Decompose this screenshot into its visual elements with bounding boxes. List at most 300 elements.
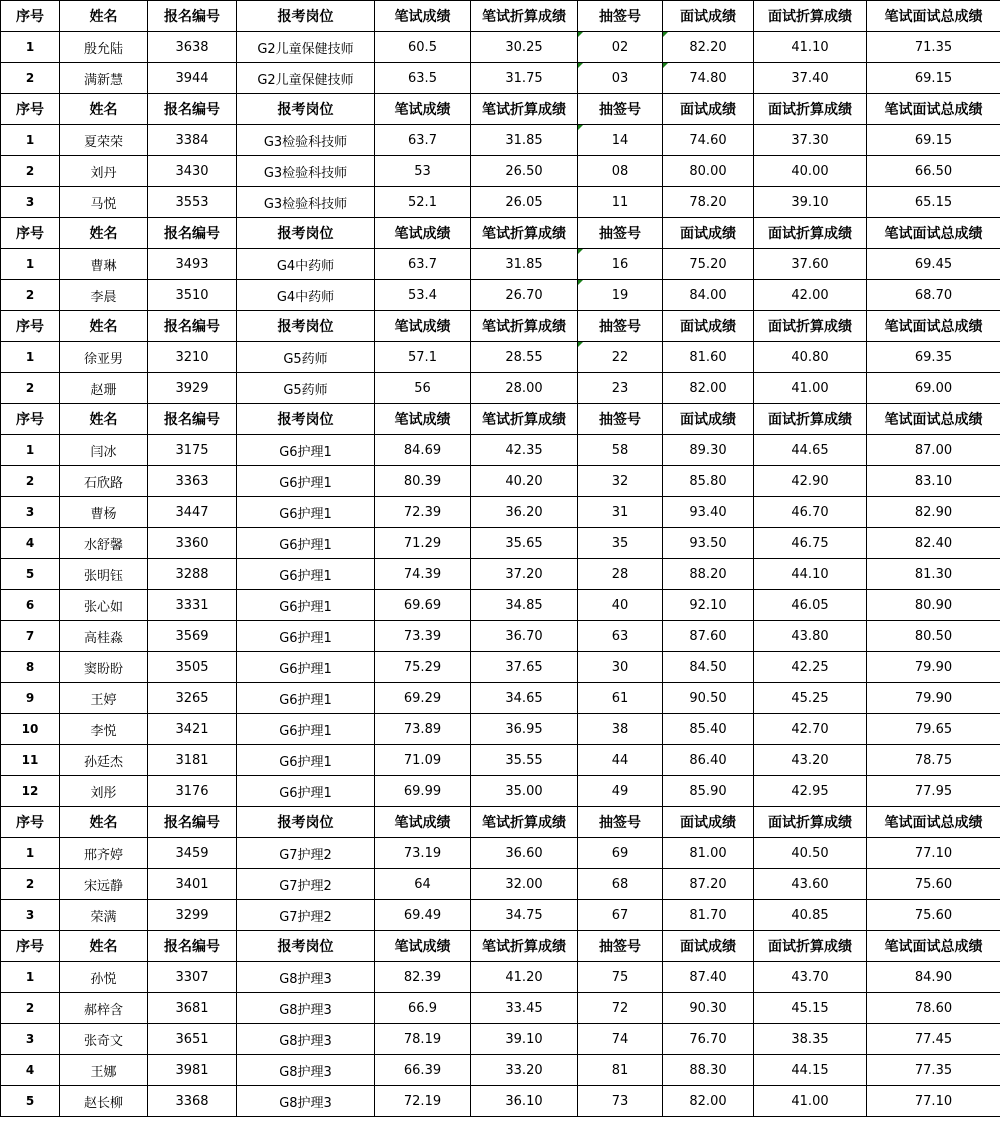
- cell-seq: 2: [1, 156, 60, 187]
- cell-interview-score: 88.20: [663, 559, 754, 590]
- cell-written-score: 73.89: [375, 714, 471, 745]
- cell-position: G6护理1: [237, 497, 375, 528]
- header-interview-converted: 面试折算成绩: [754, 404, 867, 435]
- cell-written-score: 56: [375, 373, 471, 404]
- header-position: 报考岗位: [237, 1, 375, 32]
- cell-interview-converted: 46.05: [754, 590, 867, 621]
- table-row: [1, 838, 1000, 869]
- cell-seq: 1: [1, 435, 60, 466]
- header-row: [1, 1, 1000, 32]
- cell-interview-score: 90.50: [663, 683, 754, 714]
- cell-interview-converted: 41.10: [754, 32, 867, 63]
- table-row: [1, 249, 1000, 280]
- cell-lot-no: 72: [578, 993, 663, 1024]
- cell-written-converted: 26.05: [471, 187, 578, 218]
- header-row: [1, 311, 1000, 342]
- cell-name: 邢齐婷: [60, 838, 148, 869]
- cell-written-score: 72.39: [375, 497, 471, 528]
- cell-position: G6护理1: [237, 683, 375, 714]
- cell-written-score: 69.29: [375, 683, 471, 714]
- header-interview-converted: 面试折算成绩: [754, 1, 867, 32]
- table-row: [1, 187, 1000, 218]
- cell-name: 张明钰: [60, 559, 148, 590]
- cell-position: G6护理1: [237, 714, 375, 745]
- header-seq: 序号: [1, 931, 60, 962]
- cell-name: 高桂淼: [60, 621, 148, 652]
- header-interview-score: 面试成绩: [663, 1, 754, 32]
- cell-seq: 5: [1, 1086, 60, 1117]
- cell-name: 窦盼盼: [60, 652, 148, 683]
- header-row: [1, 218, 1000, 249]
- cell-reg-no: 3447: [148, 497, 237, 528]
- header-interview-score: 面试成绩: [663, 94, 754, 125]
- cell-interview-converted: 42.25: [754, 652, 867, 683]
- cell-reg-no: 3288: [148, 559, 237, 590]
- cell-reg-no: 3368: [148, 1086, 237, 1117]
- cell-interview-score: 85.80: [663, 466, 754, 497]
- cell-interview-score: 86.40: [663, 745, 754, 776]
- cell-name: 孙廷杰: [60, 745, 148, 776]
- cell-written-converted: 31.85: [471, 125, 578, 156]
- cell-written-score: 69.69: [375, 590, 471, 621]
- cell-reg-no: 3299: [148, 900, 237, 931]
- cell-interview-converted: 44.65: [754, 435, 867, 466]
- header-lot-no: 抽签号: [578, 94, 663, 125]
- cell-position: G5药师: [237, 342, 375, 373]
- cell-position: G2儿童保健技师: [237, 32, 375, 63]
- cell-reg-no: 3363: [148, 466, 237, 497]
- cell-total-score: 68.70: [867, 280, 1000, 311]
- table-row: [1, 621, 1000, 652]
- cell-interview-score: 88.30: [663, 1055, 754, 1086]
- cell-interview-score: 85.40: [663, 714, 754, 745]
- cell-interview-converted: 43.70: [754, 962, 867, 993]
- header-seq: 序号: [1, 404, 60, 435]
- header-seq: 序号: [1, 311, 60, 342]
- cell-name: 李悦: [60, 714, 148, 745]
- cell-seq: 7: [1, 621, 60, 652]
- cell-reg-no: 3307: [148, 962, 237, 993]
- header-written-converted: 笔试折算成绩: [471, 218, 578, 249]
- cell-position: G3检验科技师: [237, 187, 375, 218]
- cell-name: 宋远静: [60, 869, 148, 900]
- cell-written-score: 63.7: [375, 249, 471, 280]
- header-row: [1, 404, 1000, 435]
- header-written-score: 笔试成绩: [375, 807, 471, 838]
- cell-interview-score: 82.00: [663, 373, 754, 404]
- table-row: [1, 497, 1000, 528]
- cell-total-score: 79.90: [867, 652, 1000, 683]
- cell-reg-no: 3421: [148, 714, 237, 745]
- cell-lot-no: 40: [578, 590, 663, 621]
- cell-total-score: 69.00: [867, 373, 1000, 404]
- cell-interview-converted: 43.80: [754, 621, 867, 652]
- header-interview-score: 面试成绩: [663, 218, 754, 249]
- cell-total-score: 82.90: [867, 497, 1000, 528]
- header-row: [1, 94, 1000, 125]
- cell-written-converted: 34.65: [471, 683, 578, 714]
- cell-name: 赵长柳: [60, 1086, 148, 1117]
- header-written-converted: 笔试折算成绩: [471, 311, 578, 342]
- cell-seq: 3: [1, 900, 60, 931]
- cell-reg-no: 3210: [148, 342, 237, 373]
- cell-reg-no: 3176: [148, 776, 237, 807]
- cell-seq: 4: [1, 528, 60, 559]
- cell-written-converted: 33.45: [471, 993, 578, 1024]
- cell-written-converted: 31.75: [471, 63, 578, 94]
- header-total-score: 笔试面试总成绩: [867, 218, 1000, 249]
- header-written-score: 笔试成绩: [375, 931, 471, 962]
- cell-position: G2儿童保健技师: [237, 63, 375, 94]
- header-name: 姓名: [60, 218, 148, 249]
- header-name: 姓名: [60, 807, 148, 838]
- cell-interview-converted: 44.15: [754, 1055, 867, 1086]
- cell-interview-converted: 42.70: [754, 714, 867, 745]
- cell-position: G8护理3: [237, 962, 375, 993]
- cell-position: G4中药师: [237, 249, 375, 280]
- cell-written-score: 52.1: [375, 187, 471, 218]
- cell-name: 徐亚男: [60, 342, 148, 373]
- header-interview-converted: 面试折算成绩: [754, 807, 867, 838]
- cell-total-score: 69.35: [867, 342, 1000, 373]
- cell-written-score: 69.99: [375, 776, 471, 807]
- cell-name: 夏荣荣: [60, 125, 148, 156]
- cell-lot-no: 68: [578, 869, 663, 900]
- cell-reg-no: 3510: [148, 280, 237, 311]
- cell-interview-converted: 42.00: [754, 280, 867, 311]
- cell-total-score: 79.90: [867, 683, 1000, 714]
- cell-written-converted: 28.00: [471, 373, 578, 404]
- cell-total-score: 69.45: [867, 249, 1000, 280]
- header-interview-score: 面试成绩: [663, 807, 754, 838]
- cell-reg-no: 3384: [148, 125, 237, 156]
- table-row: [1, 745, 1000, 776]
- cell-seq: 1: [1, 962, 60, 993]
- cell-written-score: 63.7: [375, 125, 471, 156]
- cell-written-converted: 41.20: [471, 962, 578, 993]
- cell-interview-converted: 45.25: [754, 683, 867, 714]
- cell-lot-no: 23: [578, 373, 663, 404]
- cell-reg-no: 3944: [148, 63, 237, 94]
- cell-lot-no: 16: [578, 249, 663, 280]
- cell-written-converted: 36.20: [471, 497, 578, 528]
- header-interview-converted: 面试折算成绩: [754, 931, 867, 962]
- cell-interview-converted: 43.60: [754, 869, 867, 900]
- table-row: [1, 373, 1000, 404]
- cell-position: G3检验科技师: [237, 125, 375, 156]
- cell-written-converted: 32.00: [471, 869, 578, 900]
- header-total-score: 笔试面试总成绩: [867, 1, 1000, 32]
- table-row: [1, 652, 1000, 683]
- cell-seq: 9: [1, 683, 60, 714]
- header-written-score: 笔试成绩: [375, 311, 471, 342]
- cell-total-score: 77.10: [867, 838, 1000, 869]
- cell-total-score: 78.75: [867, 745, 1000, 776]
- cell-total-score: 78.60: [867, 993, 1000, 1024]
- cell-lot-no: 75: [578, 962, 663, 993]
- table-row: [1, 869, 1000, 900]
- cell-reg-no: 3459: [148, 838, 237, 869]
- cell-seq: 1: [1, 342, 60, 373]
- cell-total-score: 87.00: [867, 435, 1000, 466]
- cell-position: G7护理2: [237, 869, 375, 900]
- cell-name: 石欣路: [60, 466, 148, 497]
- cell-written-converted: 33.20: [471, 1055, 578, 1086]
- cell-written-score: 73.19: [375, 838, 471, 869]
- cell-written-score: 66.9: [375, 993, 471, 1024]
- cell-name: 赵珊: [60, 373, 148, 404]
- cell-interview-converted: 40.50: [754, 838, 867, 869]
- cell-seq: 1: [1, 838, 60, 869]
- header-interview-score: 面试成绩: [663, 931, 754, 962]
- cell-reg-no: 3553: [148, 187, 237, 218]
- cell-position: G6护理1: [237, 652, 375, 683]
- table-row: [1, 776, 1000, 807]
- table-row: [1, 1086, 1000, 1117]
- cell-position: G6护理1: [237, 559, 375, 590]
- header-written-converted: 笔试折算成绩: [471, 807, 578, 838]
- header-position: 报考岗位: [237, 404, 375, 435]
- cell-name: 王娜: [60, 1055, 148, 1086]
- cell-interview-score: 89.30: [663, 435, 754, 466]
- cell-seq: 5: [1, 559, 60, 590]
- header-position: 报考岗位: [237, 311, 375, 342]
- cell-written-score: 66.39: [375, 1055, 471, 1086]
- cell-written-score: 53.4: [375, 280, 471, 311]
- cell-interview-converted: 46.70: [754, 497, 867, 528]
- table-row: [1, 63, 1000, 94]
- cell-written-score: 69.49: [375, 900, 471, 931]
- table-row: [1, 590, 1000, 621]
- cell-lot-no: 31: [578, 497, 663, 528]
- cell-interview-score: 82.00: [663, 1086, 754, 1117]
- cell-reg-no: 3569: [148, 621, 237, 652]
- cell-written-converted: 36.70: [471, 621, 578, 652]
- cell-lot-no: 22: [578, 342, 663, 373]
- cell-written-converted: 40.20: [471, 466, 578, 497]
- header-total-score: 笔试面试总成绩: [867, 807, 1000, 838]
- cell-written-converted: 26.50: [471, 156, 578, 187]
- cell-total-score: 84.90: [867, 962, 1000, 993]
- header-seq: 序号: [1, 1, 60, 32]
- header-written-converted: 笔试折算成绩: [471, 1, 578, 32]
- cell-reg-no: 3360: [148, 528, 237, 559]
- header-name: 姓名: [60, 1, 148, 32]
- cell-interview-score: 76.70: [663, 1024, 754, 1055]
- cell-written-converted: 39.10: [471, 1024, 578, 1055]
- cell-written-converted: 35.00: [471, 776, 578, 807]
- header-position: 报考岗位: [237, 807, 375, 838]
- cell-seq: 2: [1, 869, 60, 900]
- cell-written-converted: 30.25: [471, 32, 578, 63]
- cell-lot-no: 03: [578, 63, 663, 94]
- header-reg-no: 报名编号: [148, 218, 237, 249]
- cell-lot-no: 11: [578, 187, 663, 218]
- cell-name: 李晨: [60, 280, 148, 311]
- cell-position: G7护理2: [237, 900, 375, 931]
- table-row: [1, 125, 1000, 156]
- cell-seq: 6: [1, 590, 60, 621]
- cell-position: G3检验科技师: [237, 156, 375, 187]
- cell-position: G8护理3: [237, 1055, 375, 1086]
- cell-total-score: 75.60: [867, 869, 1000, 900]
- cell-reg-no: 3175: [148, 435, 237, 466]
- cell-name: 张奇文: [60, 1024, 148, 1055]
- cell-written-converted: 36.10: [471, 1086, 578, 1117]
- cell-written-converted: 37.65: [471, 652, 578, 683]
- cell-interview-converted: 38.35: [754, 1024, 867, 1055]
- cell-written-converted: 31.85: [471, 249, 578, 280]
- cell-written-score: 53: [375, 156, 471, 187]
- cell-lot-no: 73: [578, 1086, 663, 1117]
- header-reg-no: 报名编号: [148, 94, 237, 125]
- header-written-score: 笔试成绩: [375, 1, 471, 32]
- cell-reg-no: 3638: [148, 32, 237, 63]
- header-position: 报考岗位: [237, 931, 375, 962]
- cell-total-score: 65.15: [867, 187, 1000, 218]
- cell-interview-score: 74.80: [663, 63, 754, 94]
- cell-written-score: 78.19: [375, 1024, 471, 1055]
- header-lot-no: 抽签号: [578, 311, 663, 342]
- header-row: [1, 807, 1000, 838]
- cell-lot-no: 67: [578, 900, 663, 931]
- cell-seq: 3: [1, 497, 60, 528]
- cell-position: G6护理1: [237, 745, 375, 776]
- header-total-score: 笔试面试总成绩: [867, 931, 1000, 962]
- cell-seq: 2: [1, 466, 60, 497]
- table-row: [1, 683, 1000, 714]
- cell-name: 郝梓含: [60, 993, 148, 1024]
- table-row: [1, 900, 1000, 931]
- cell-position: G6护理1: [237, 776, 375, 807]
- table-row: [1, 993, 1000, 1024]
- cell-written-score: 73.39: [375, 621, 471, 652]
- cell-interview-score: 93.50: [663, 528, 754, 559]
- cell-interview-score: 78.20: [663, 187, 754, 218]
- cell-name: 孙悦: [60, 962, 148, 993]
- cell-seq: 12: [1, 776, 60, 807]
- cell-lot-no: 35: [578, 528, 663, 559]
- cell-interview-converted: 40.80: [754, 342, 867, 373]
- header-lot-no: 抽签号: [578, 807, 663, 838]
- cell-interview-converted: 40.85: [754, 900, 867, 931]
- cell-total-score: 77.45: [867, 1024, 1000, 1055]
- cell-reg-no: 3181: [148, 745, 237, 776]
- header-position: 报考岗位: [237, 94, 375, 125]
- header-total-score: 笔试面试总成绩: [867, 94, 1000, 125]
- cell-interview-score: 80.00: [663, 156, 754, 187]
- header-seq: 序号: [1, 94, 60, 125]
- cell-written-converted: 35.55: [471, 745, 578, 776]
- cell-written-score: 80.39: [375, 466, 471, 497]
- cell-lot-no: 74: [578, 1024, 663, 1055]
- table-row: [1, 962, 1000, 993]
- cell-total-score: 69.15: [867, 125, 1000, 156]
- header-written-score: 笔试成绩: [375, 404, 471, 435]
- cell-interview-converted: 37.40: [754, 63, 867, 94]
- cell-interview-converted: 42.95: [754, 776, 867, 807]
- cell-seq: 1: [1, 32, 60, 63]
- cell-written-score: 64: [375, 869, 471, 900]
- cell-position: G8护理3: [237, 993, 375, 1024]
- cell-interview-score: 87.20: [663, 869, 754, 900]
- cell-lot-no: 38: [578, 714, 663, 745]
- cell-seq: 2: [1, 63, 60, 94]
- cell-position: G6护理1: [237, 435, 375, 466]
- cell-total-score: 79.65: [867, 714, 1000, 745]
- header-name: 姓名: [60, 311, 148, 342]
- table-row: [1, 156, 1000, 187]
- cell-lot-no: 69: [578, 838, 663, 869]
- cell-position: G6护理1: [237, 590, 375, 621]
- cell-interview-score: 84.50: [663, 652, 754, 683]
- header-written-score: 笔试成绩: [375, 94, 471, 125]
- header-reg-no: 报名编号: [148, 311, 237, 342]
- cell-total-score: 75.60: [867, 900, 1000, 931]
- header-interview-converted: 面试折算成绩: [754, 311, 867, 342]
- cell-total-score: 77.35: [867, 1055, 1000, 1086]
- cell-interview-converted: 45.15: [754, 993, 867, 1024]
- cell-name: 张心如: [60, 590, 148, 621]
- cell-interview-score: 74.60: [663, 125, 754, 156]
- cell-written-converted: 28.55: [471, 342, 578, 373]
- cell-written-score: 63.5: [375, 63, 471, 94]
- cell-name: 王婷: [60, 683, 148, 714]
- cell-written-converted: 42.35: [471, 435, 578, 466]
- cell-total-score: 81.30: [867, 559, 1000, 590]
- score-table-body: [1, 1, 1000, 1117]
- header-reg-no: 报名编号: [148, 931, 237, 962]
- cell-name: 殷允陆: [60, 32, 148, 63]
- header-reg-no: 报名编号: [148, 1, 237, 32]
- cell-seq: 10: [1, 714, 60, 745]
- header-reg-no: 报名编号: [148, 807, 237, 838]
- cell-name: 满新慧: [60, 63, 148, 94]
- cell-interview-score: 87.60: [663, 621, 754, 652]
- cell-interview-converted: 43.20: [754, 745, 867, 776]
- table-row: [1, 714, 1000, 745]
- table-row: [1, 435, 1000, 466]
- cell-interview-score: 90.30: [663, 993, 754, 1024]
- header-written-converted: 笔试折算成绩: [471, 404, 578, 435]
- cell-reg-no: 3331: [148, 590, 237, 621]
- header-name: 姓名: [60, 404, 148, 435]
- header-written-converted: 笔试折算成绩: [471, 94, 578, 125]
- cell-lot-no: 44: [578, 745, 663, 776]
- header-lot-no: 抽签号: [578, 218, 663, 249]
- cell-written-converted: 36.60: [471, 838, 578, 869]
- cell-position: G4中药师: [237, 280, 375, 311]
- cell-seq: 2: [1, 993, 60, 1024]
- cell-total-score: 83.10: [867, 466, 1000, 497]
- cell-name: 马悦: [60, 187, 148, 218]
- cell-interview-score: 75.20: [663, 249, 754, 280]
- cell-interview-score: 81.70: [663, 900, 754, 931]
- cell-reg-no: 3430: [148, 156, 237, 187]
- header-seq: 序号: [1, 218, 60, 249]
- cell-reg-no: 3681: [148, 993, 237, 1024]
- cell-interview-score: 87.40: [663, 962, 754, 993]
- cell-lot-no: 02: [578, 32, 663, 63]
- cell-interview-converted: 40.00: [754, 156, 867, 187]
- cell-total-score: 77.10: [867, 1086, 1000, 1117]
- cell-reg-no: 3929: [148, 373, 237, 404]
- cell-interview-converted: 46.75: [754, 528, 867, 559]
- cell-interview-converted: 41.00: [754, 1086, 867, 1117]
- cell-total-score: 80.50: [867, 621, 1000, 652]
- cell-name: 荣满: [60, 900, 148, 931]
- cell-interview-converted: 44.10: [754, 559, 867, 590]
